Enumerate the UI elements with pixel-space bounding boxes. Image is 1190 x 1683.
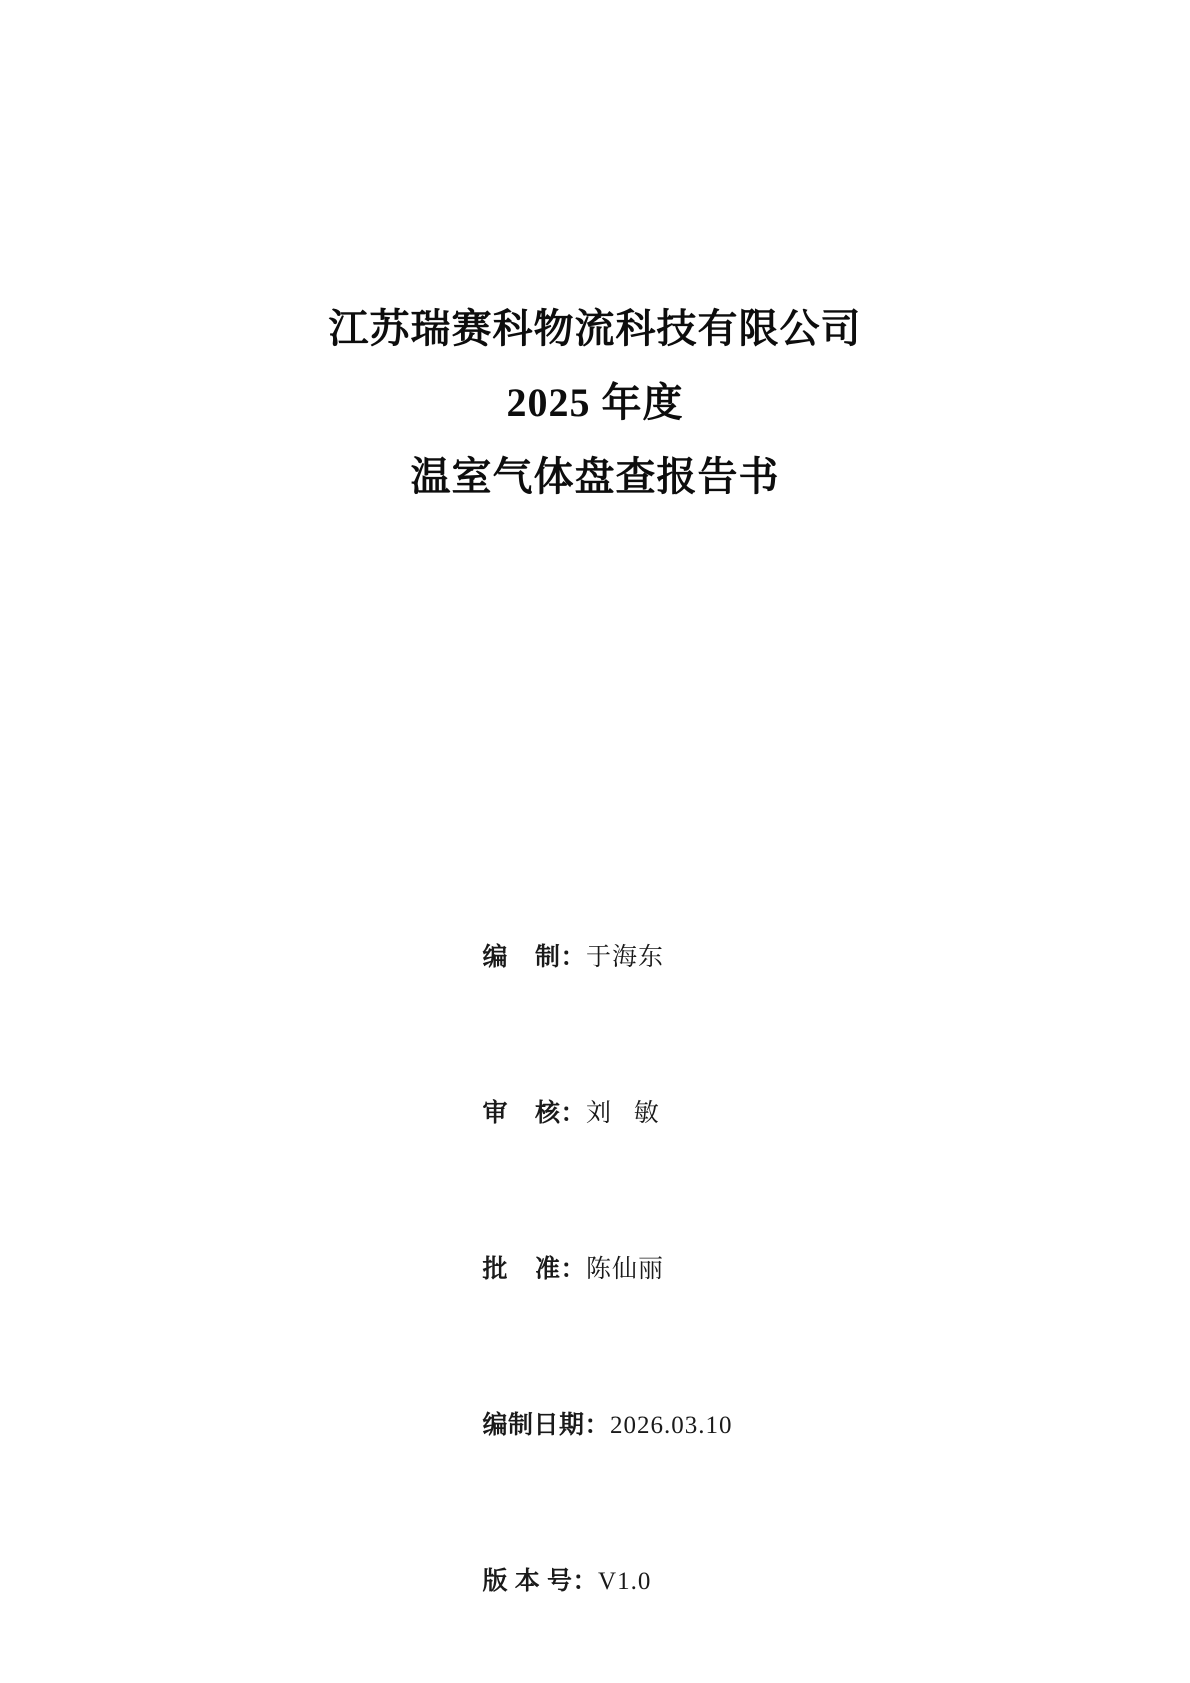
meta-value-reviewer: 刘 敏 [586, 1100, 660, 1127]
meta-row-date [445, 1348, 1005, 1504]
cover-title-line-company: 江苏瑞赛科物流科技有限公司 [328, 307, 862, 351]
meta-label-approver: 批 准： [482, 1256, 587, 1283]
meta-label-date: 编制日期： [482, 1412, 611, 1439]
meta-row-approver [445, 1192, 1005, 1348]
cover-title-line-year: 2025 年度 [506, 380, 684, 425]
cover-meta-block [445, 880, 1005, 1660]
meta-label-version: 版 本 号： [482, 1568, 599, 1595]
meta-row-reviewer [445, 1036, 1005, 1192]
meta-value-date: 2026.03.10 [610, 1412, 733, 1439]
meta-row-author [445, 880, 1005, 1036]
meta-value-author: 于海东 [586, 944, 665, 971]
cover-title-block [0, 292, 1190, 514]
meta-label-author: 编 制： [482, 944, 587, 971]
meta-label-reviewer: 审 核： [482, 1100, 587, 1127]
meta-row-version [445, 1504, 1005, 1660]
cover-title-line-subject: 温室气体盘查报告书 [410, 455, 780, 499]
meta-value-approver: 陈仙丽 [586, 1256, 665, 1283]
meta-value-version: V1.0 [598, 1568, 652, 1595]
